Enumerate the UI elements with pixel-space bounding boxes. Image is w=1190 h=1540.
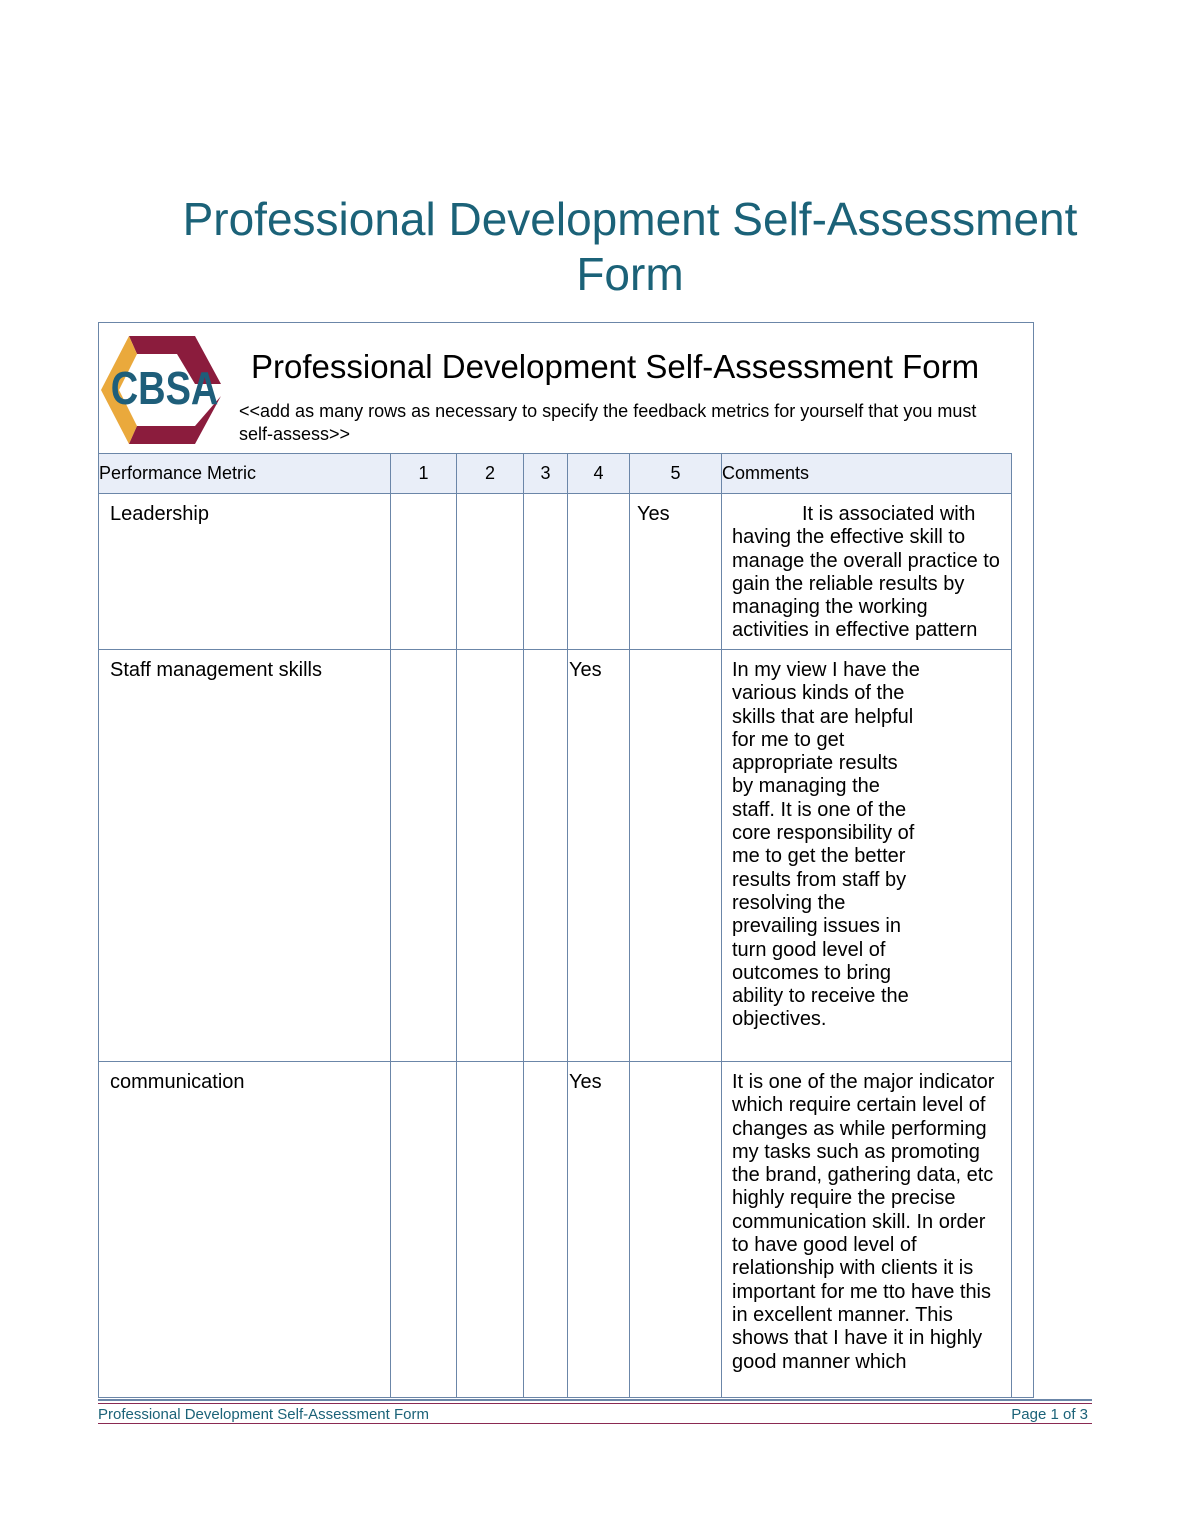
rating-cell-5: [630, 650, 722, 1062]
table-row: [99, 494, 1012, 650]
comment-cell: [722, 494, 1012, 650]
comment-cell: [722, 650, 1012, 1062]
header-rating-4: 4: [568, 454, 630, 494]
rating-cell-1: [391, 650, 457, 1062]
footer-divider: [98, 1423, 1092, 1424]
metric-cell: Leadership: [99, 494, 391, 650]
rating-cell-2: [457, 494, 524, 650]
form-instructions: <<add as many rows as necessary to specify the feedback metrics for yourself that you must self-assess>>: [239, 401, 977, 444]
rating-cell-4: [568, 650, 630, 1062]
document-title-line1: Professional Development Self-Assessment: [182, 193, 1078, 245]
rating-cell-2: [457, 1062, 524, 1398]
rating-cell-4: [568, 494, 630, 650]
footer-divider: [98, 1403, 1092, 1404]
comment-text: It is associated with having the effective skill to manage the overall practice to gain the reliable results by managing the working activities in effective pattern: [732, 503, 1000, 642]
rating-mark: Yes: [569, 659, 602, 681]
table-header-row: [99, 454, 1012, 494]
assessment-table: [98, 453, 1012, 1398]
rating-cell-2: [457, 650, 524, 1062]
metric-cell: Staff management skills: [99, 650, 391, 1062]
comment-text: It is one of the major indicator which require certain level of changes as while performing my tasks such as promoting the brand, gathering data, etc highly require the precise communication skill. In order to have good level of relationship with clients it is important for me tto have this in excellent manner. This shows that I have it in highly good manner which: [732, 1071, 995, 1373]
document-title: [100, 192, 1160, 302]
rating-cell-3: [524, 494, 568, 650]
header-comments: Comments: [722, 454, 1012, 494]
rating-cell-3: [524, 650, 568, 1062]
form-heading: Professional Development Self-Assessment Form: [251, 348, 980, 385]
comment-cell: [722, 1062, 1012, 1398]
header-rating-1: 1: [391, 454, 457, 494]
footer-document-name: Professional Development Self-Assessment Form: [98, 1406, 429, 1423]
header-performance-metric: Performance Metric: [99, 454, 391, 494]
rating-cell-3: [524, 1062, 568, 1398]
rating-mark: Yes: [569, 1071, 602, 1093]
header-rating-2: 2: [457, 454, 524, 494]
rating-cell-4: [568, 1062, 630, 1398]
document-title-line2: Form: [576, 248, 684, 300]
logo-text: CBSA: [110, 362, 219, 414]
cbsa-logo: [99, 334, 223, 446]
rating-cell-5: [630, 494, 722, 650]
metric-cell: communication: [99, 1062, 391, 1398]
header-rating-3: 3: [524, 454, 568, 494]
rating-cell-1: [391, 494, 457, 650]
table-row: [99, 650, 1012, 1062]
footer-page-number: Page 1 of 3: [1011, 1406, 1088, 1423]
table-row: [99, 1062, 1012, 1398]
rating-mark: Yes: [637, 503, 670, 525]
header-rating-5: 5: [630, 454, 722, 494]
comment-text: In my view I have the various kinds of the skills that are helpful for me to get appropriate results by managing the staff. It is one of the core responsibility of me to get the better results from staff by resolving the prevailing issues in turn good level of outcomes to bring ability to receive the objectives.: [732, 659, 920, 1031]
rating-cell-5: [630, 1062, 722, 1398]
rating-cell-1: [391, 1062, 457, 1398]
footer-divider: [98, 1399, 1092, 1401]
